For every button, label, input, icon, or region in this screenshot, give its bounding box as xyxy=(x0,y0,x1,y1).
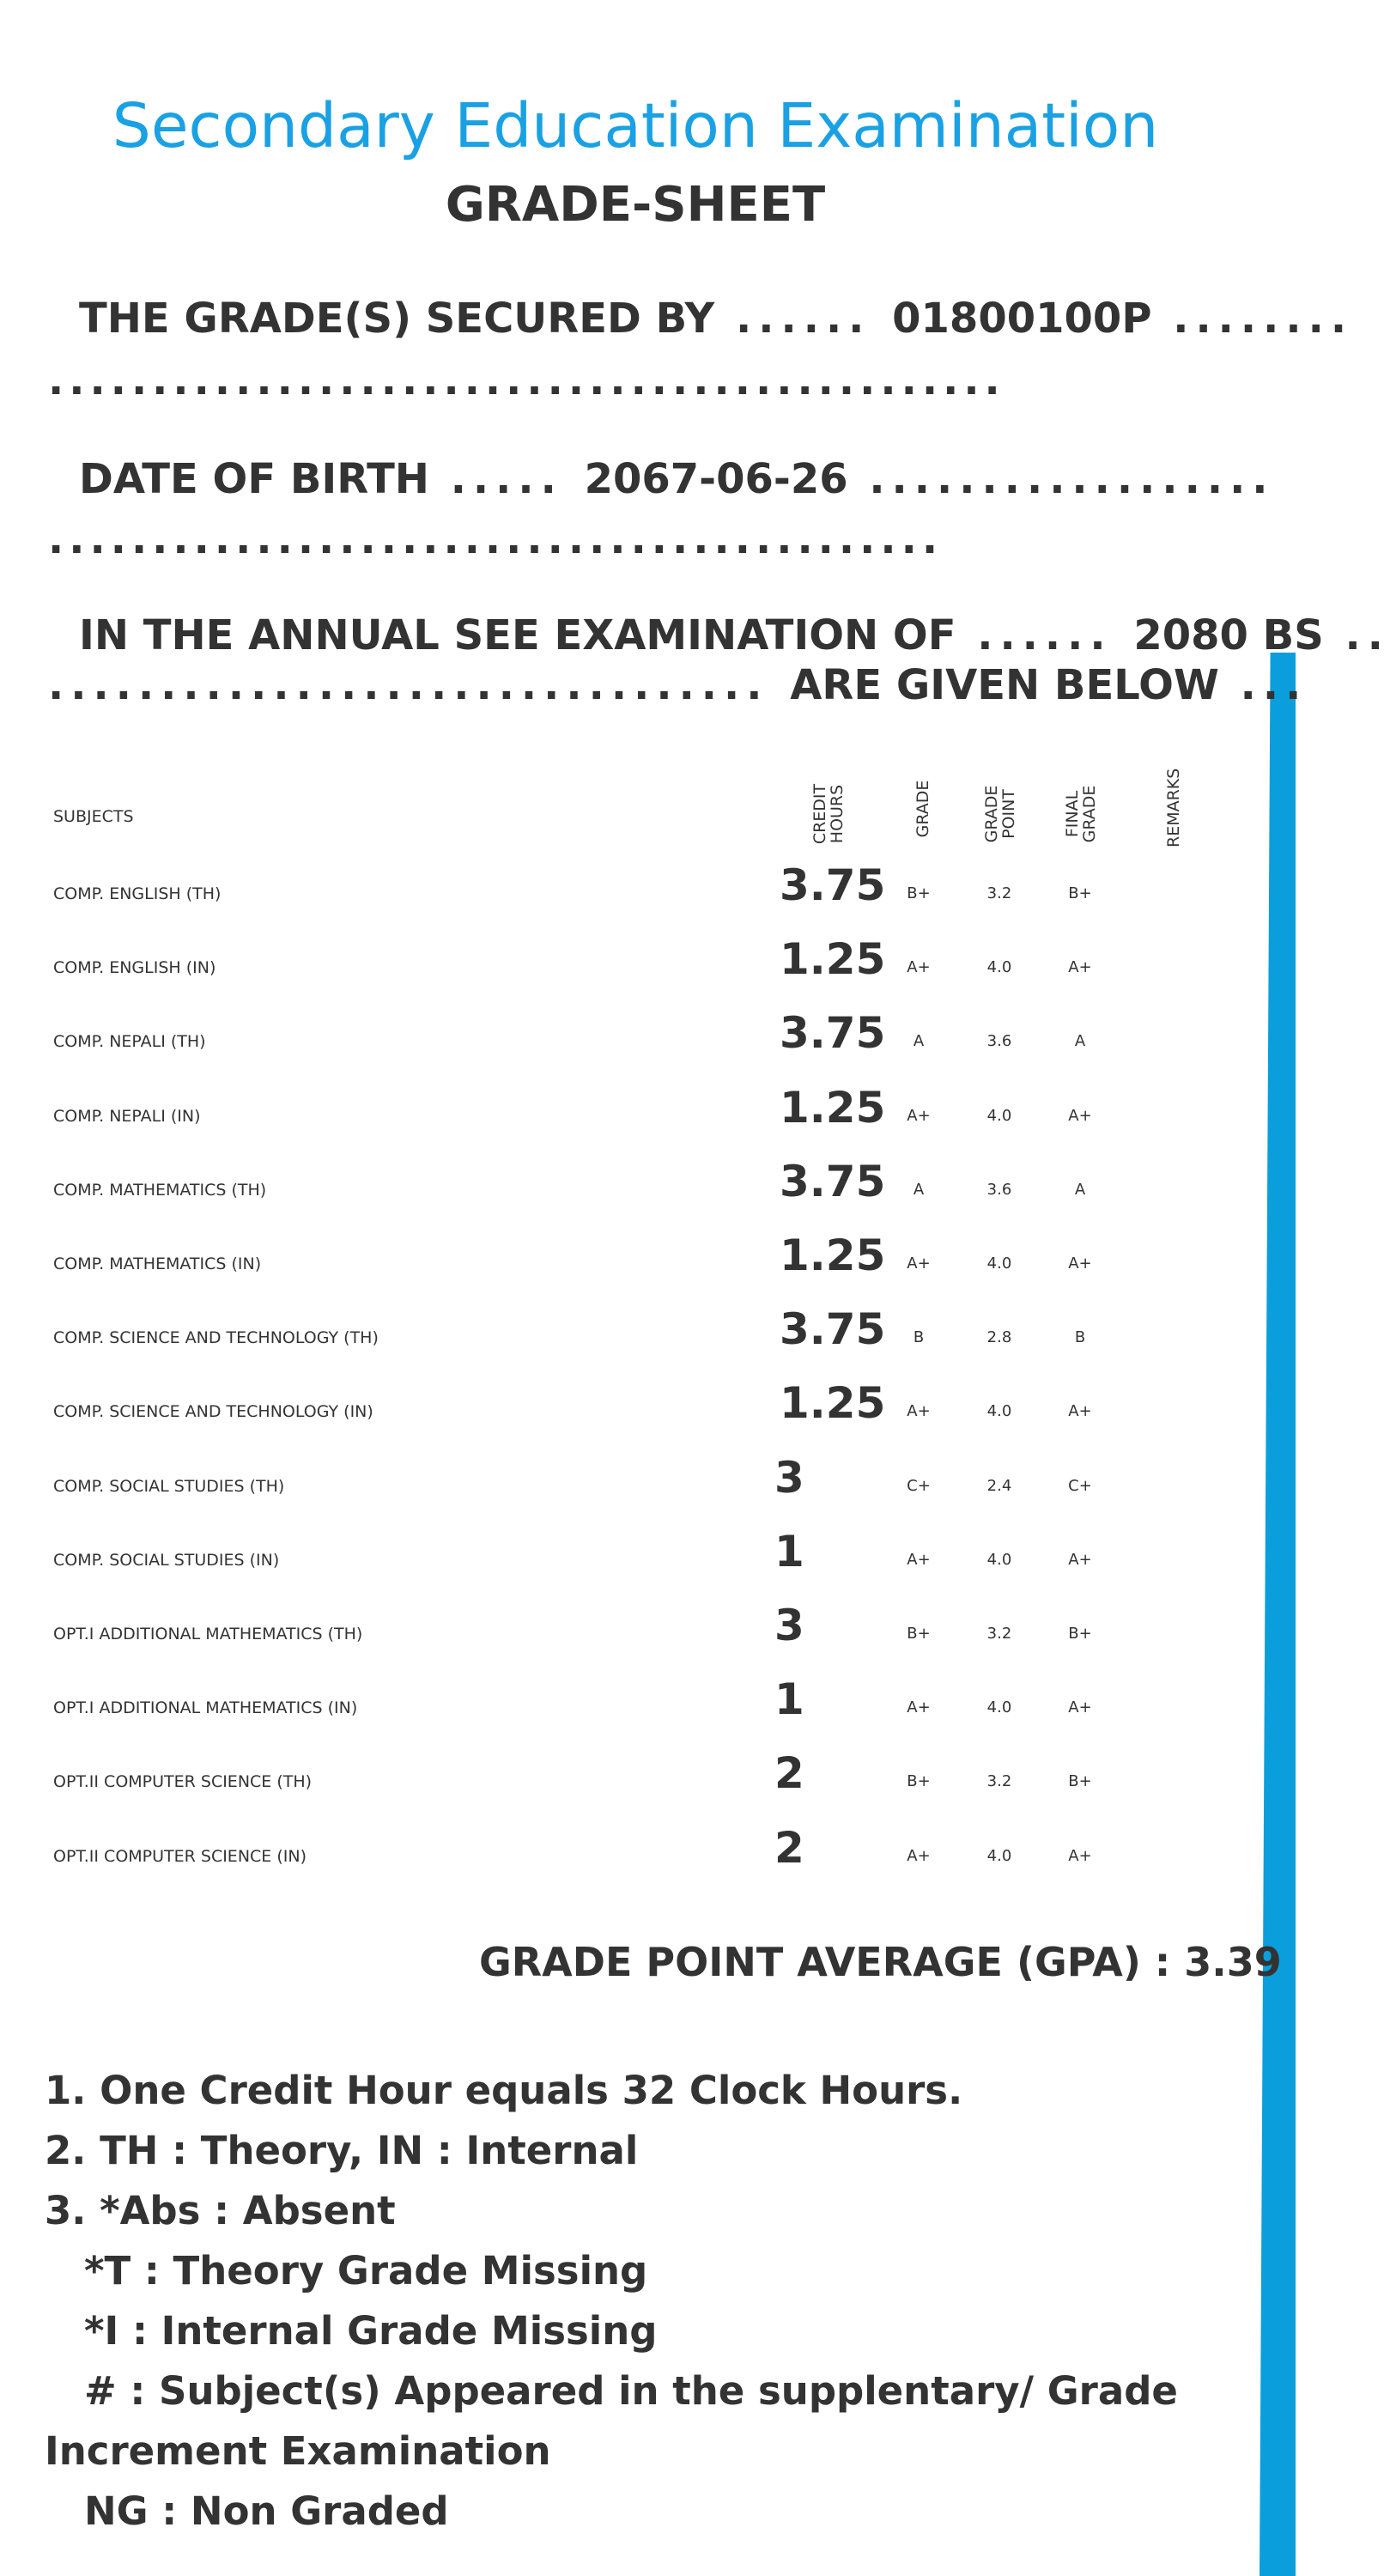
subject-name: OPT.I ADDITIONAL MATHEMATICS (TH) xyxy=(53,1625,363,1643)
note-3: 3. *Abs : Absent xyxy=(45,2188,396,2233)
credit-hours: 1.25 xyxy=(780,934,886,985)
grade-value: B+ xyxy=(907,1772,931,1791)
grade-point-value: 3.6 xyxy=(986,1032,1012,1051)
final-grade-value: A+ xyxy=(1068,1106,1092,1125)
grade-point-value: 3.2 xyxy=(986,1625,1012,1643)
header-grade: GRADE xyxy=(914,780,932,838)
header-final-grade: FINAL GRADE xyxy=(1063,785,1099,843)
grade-value: B+ xyxy=(907,884,931,902)
credit-hours: 1.25 xyxy=(780,1378,886,1429)
subject-name: COMP. SCIENCE AND TECHNOLOGY (IN) xyxy=(53,1402,373,1422)
grade-point-value: 4.0 xyxy=(986,1698,1012,1717)
grade-value: A+ xyxy=(907,1402,931,1421)
dob-line: DATE OF BIRTH ..... 2067-06-26 .................. xyxy=(79,455,1275,503)
dotted-line: .............................................. xyxy=(48,356,1005,404)
side-accent-bar xyxy=(1259,653,1296,2576)
note-internal-missing: *I : Internal Grade Missing xyxy=(84,2308,658,2354)
final-grade-value: A+ xyxy=(1068,1255,1092,1273)
given-below-text: ARE GIVEN BELOW xyxy=(790,661,1219,709)
final-grade-value: B xyxy=(1074,1328,1086,1347)
note-2: 2. TH : Theory, IN : Internal xyxy=(45,2128,639,2173)
credit-hours: 1 xyxy=(774,1526,804,1577)
grade-point-value: 4.0 xyxy=(986,1550,1012,1569)
exam-label: IN THE ANNUAL SEE EXAMINATION OF xyxy=(79,611,956,659)
credit-hours: 3.75 xyxy=(780,1008,886,1059)
subject-name: COMP. MATHEMATICS (IN) xyxy=(53,1255,262,1273)
grade-point-value: 4.0 xyxy=(986,1255,1012,1273)
grade-value: A xyxy=(913,1032,925,1051)
credit-hours: 3.75 xyxy=(780,860,886,910)
subject-name: COMP. NEPALI (IN) xyxy=(53,1106,201,1126)
final-grade-value: A+ xyxy=(1068,1698,1092,1717)
note-non-graded: NG : Non Graded xyxy=(84,2488,449,2534)
header-grade-point: GRADE POINT xyxy=(982,785,1018,843)
secured-by-label: THE GRADE(S) SECURED BY xyxy=(79,295,715,343)
credit-hours: 1 xyxy=(774,1674,804,1725)
final-grade-value: C+ xyxy=(1068,1476,1092,1495)
grade-point-value: 4.0 xyxy=(986,958,1012,977)
grade-value: B+ xyxy=(907,1625,931,1643)
subject-name: OPT.II COMPUTER SCIENCE (TH) xyxy=(53,1772,313,1792)
grade-value: A+ xyxy=(907,958,931,977)
page-subtitle: GRADE-SHEET xyxy=(445,177,826,233)
subject-name: OPT.II COMPUTER SCIENCE (IN) xyxy=(53,1846,307,1866)
symbol-number: 01800100P xyxy=(892,295,1152,343)
note-increment: Increment Examination xyxy=(45,2428,551,2474)
page-title: Secondary Education Examination xyxy=(112,90,1159,161)
credit-hours: 3 xyxy=(774,1601,804,1650)
final-grade-value: A+ xyxy=(1068,958,1092,977)
note-theory-missing: *T : Theory Grade Missing xyxy=(84,2248,648,2293)
grade-value: A+ xyxy=(907,1846,931,1865)
grade-value: A+ xyxy=(907,1550,931,1569)
grade-point-value: 4.0 xyxy=(986,1846,1012,1865)
grade-value: A xyxy=(913,1180,925,1199)
credit-hours: 3.75 xyxy=(780,1156,886,1206)
subject-name: COMP. ENGLISH (IN) xyxy=(53,958,216,978)
header-remarks: REMARKS xyxy=(1164,768,1183,848)
subject-name: COMP. SCIENCE AND TECHNOLOGY (TH) xyxy=(53,1328,379,1348)
secured-by-line: THE GRADE(S) SECURED BY ...... 01800100P ........ xyxy=(79,295,1354,343)
grade-point-value: 3.2 xyxy=(986,1772,1012,1791)
final-grade-value: A+ xyxy=(1068,1550,1092,1569)
grade-point-value: 4.0 xyxy=(986,1106,1012,1125)
final-grade-value: A+ xyxy=(1068,1402,1092,1421)
grade-value: A+ xyxy=(907,1106,931,1125)
dotted-line: ........................................... xyxy=(48,515,944,563)
grade-point-value: 3.2 xyxy=(986,884,1012,902)
header-credit-hours: CREDIT HOURS xyxy=(810,783,847,845)
final-grade-value: A xyxy=(1074,1180,1086,1199)
grade-point-value: 2.4 xyxy=(986,1476,1012,1495)
grade-value: A+ xyxy=(907,1255,931,1273)
grade-point-value: 4.0 xyxy=(986,1402,1012,1421)
final-grade-value: B+ xyxy=(1068,1625,1092,1643)
gpa-summary: GRADE POINT AVERAGE (GPA) : 3.39 xyxy=(479,1939,1282,1985)
subject-name: COMP. SOCIAL STUDIES (IN) xyxy=(53,1550,280,1570)
note-supplementary: # : Subject(s) Appeared in the supplentary/ Grade xyxy=(84,2368,1178,2414)
credit-hours: 3 xyxy=(774,1452,804,1503)
credit-hours: 3.75 xyxy=(780,1304,886,1355)
grade-value: B xyxy=(913,1328,925,1347)
exam-line: IN THE ANNUAL SEE EXAMINATION OF ...... 2080 BS .. xyxy=(79,611,1390,659)
credit-hours: 1.25 xyxy=(780,1082,886,1133)
subject-name: COMP. ENGLISH (TH) xyxy=(53,884,222,903)
exam-year: 2080 BS xyxy=(1133,611,1324,659)
subject-name: COMP. NEPALI (TH) xyxy=(53,1032,206,1052)
note-1: 1. One Credit Hour equals 32 Clock Hours. xyxy=(45,2068,963,2113)
credit-hours: 2 xyxy=(774,1822,804,1873)
credit-hours: 2 xyxy=(774,1748,804,1799)
final-grade-value: B+ xyxy=(1068,884,1092,902)
grade-point-value: 2.8 xyxy=(986,1328,1012,1347)
dob-label: DATE OF BIRTH xyxy=(79,455,429,503)
final-grade-value: A xyxy=(1074,1032,1086,1051)
given-below-line: ................................ ARE GIVEN BELOW ... xyxy=(48,661,1308,709)
grade-value: A+ xyxy=(907,1698,931,1717)
grade-value: C+ xyxy=(907,1476,931,1495)
subject-name: OPT.I ADDITIONAL MATHEMATICS (IN) xyxy=(53,1698,358,1718)
credit-hours: 1.25 xyxy=(780,1230,886,1280)
dob-value: 2067-06-26 xyxy=(584,455,848,503)
header-subjects: SUBJECTS xyxy=(53,807,134,826)
grade-point-value: 3.6 xyxy=(986,1180,1012,1199)
subject-name: COMP. SOCIAL STUDIES (TH) xyxy=(53,1476,285,1496)
final-grade-value: A+ xyxy=(1068,1846,1092,1865)
final-grade-value: B+ xyxy=(1068,1772,1092,1791)
subject-name: COMP. MATHEMATICS (TH) xyxy=(53,1180,267,1200)
